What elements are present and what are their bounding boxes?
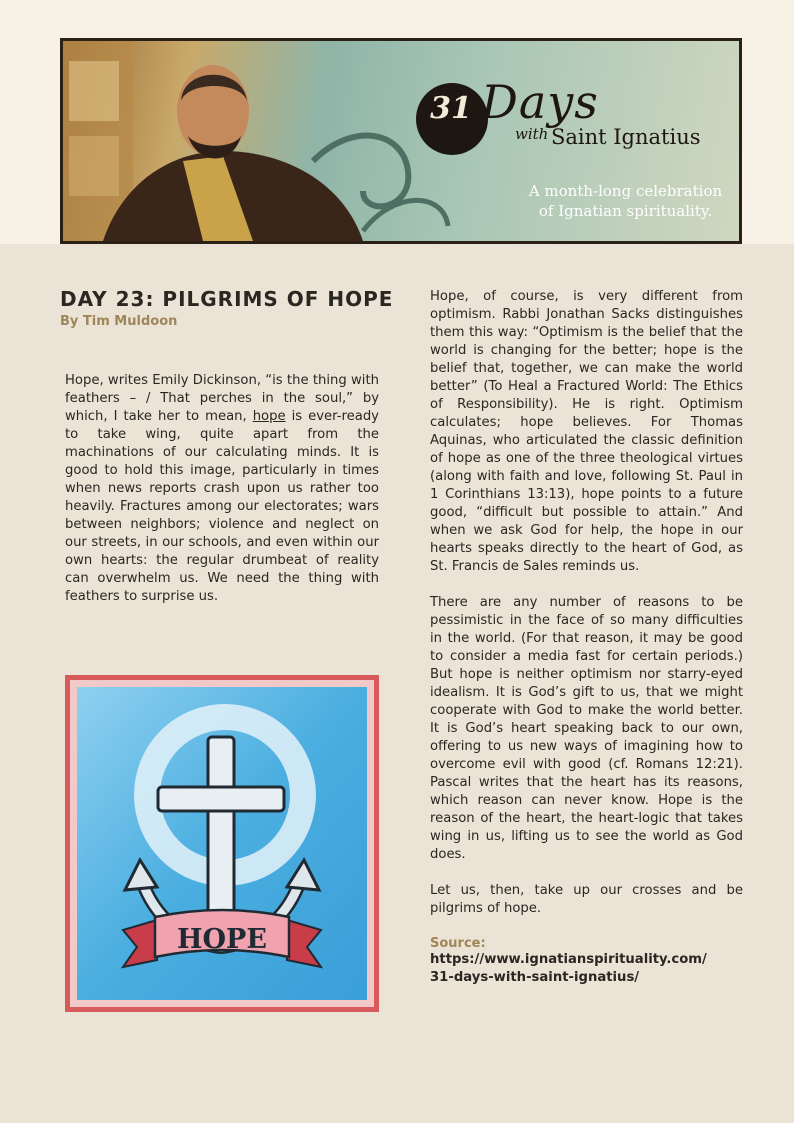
brand-with: with <box>515 125 549 143</box>
intro-paragraph <box>65 372 379 606</box>
banner-tagline <box>518 181 733 221</box>
hope-cross-card <box>65 675 379 1012</box>
source-url-line-1: https://www.ignatianspirituality.com/ <box>430 952 707 967</box>
hope-ribbon-text: HOPE <box>177 924 267 955</box>
source-link[interactable] <box>430 951 743 987</box>
header-banner <box>60 38 742 244</box>
pessimism-paragraph: There are any number of reasons to be pessimistic in the face of so many difficulties in the world. (For that reason, it may be good to consider a media fast for certain periods.) But hope is neither optimism nor starry-eyed idealism. It is God’s gift to us, that we might cooperate with God to make the world better. It is God’s heart speaking back to our own, offering to us new ways of imagining how to overcome evil with good (cf. Romans 12:21). Pascal writes that the heart has its reasons, which reason can never know. Hope is the reason of the heart, the heart-logic that takes wing in us, lifting us to see the world as God does. <box>430 595 743 862</box>
anchor-cross-illustration <box>65 675 379 1012</box>
optimism-paragraph: Hope, of course, is very different from optimism. Rabbi Jonathan Sacks distinguishes them this way: “Optimism is the belief that the world is changing for the better; hope is the belief that, together, we can make the world better” (To Heal a Fractured World: The Ethics of Responsibility). He is right. Optimism calculates; hope believes. For Thomas Aquinas, who articulated the classic definition of hope as one of the three theological virtues (along with faith and love, following St. Paul in 1 Corinthians 13:13), hope points to a future good, “difficult but possible to attain.” And when we ask God for help, the hope in our hearts speaks directly to the heart of God, as St. Francis de Sales reminds us. <box>430 289 743 574</box>
source-url-line-2: 31-days-with-saint-ignatius/ <box>430 970 640 985</box>
article-title: DAY 23: PILGRIMS OF HOPE <box>60 287 394 311</box>
hope-link[interactable]: hope <box>252 409 286 424</box>
brand-days: Days <box>481 75 599 129</box>
brand-saint-ignatius: Saint Ignatius <box>551 125 701 149</box>
intro-text-end: is ever-ready to take wing, quite apart from the machinations of our calculating minds. It is good to hold this image, particularly in times when news reports crash upon us rather too heavily. Fractures among our electorates; wars between neighbors; violence and neglect on our streets, in our schools, and even within our own hearts: the regular drumbeat of reality can overwhelm us. We need the thing with feathers to surprise us. <box>65 409 379 604</box>
source-label: Source: <box>430 936 486 951</box>
tagline-line-1: A month-long celebration <box>528 182 723 200</box>
right-column <box>430 288 743 987</box>
intro-text-start: Hope, writes Emily Dickinson, “is the thing with feathers – / That perches in the soul,” by which, I take her to mean, <box>65 373 379 424</box>
closing-paragraph: Let us, then, take up our crosses and be pilgrims of hope. <box>430 883 743 916</box>
brand-number: 31 <box>430 91 472 126</box>
article-byline: By Tim Muldoon <box>60 314 178 329</box>
tagline-line-2: of Ignatian spirituality. <box>538 202 713 220</box>
